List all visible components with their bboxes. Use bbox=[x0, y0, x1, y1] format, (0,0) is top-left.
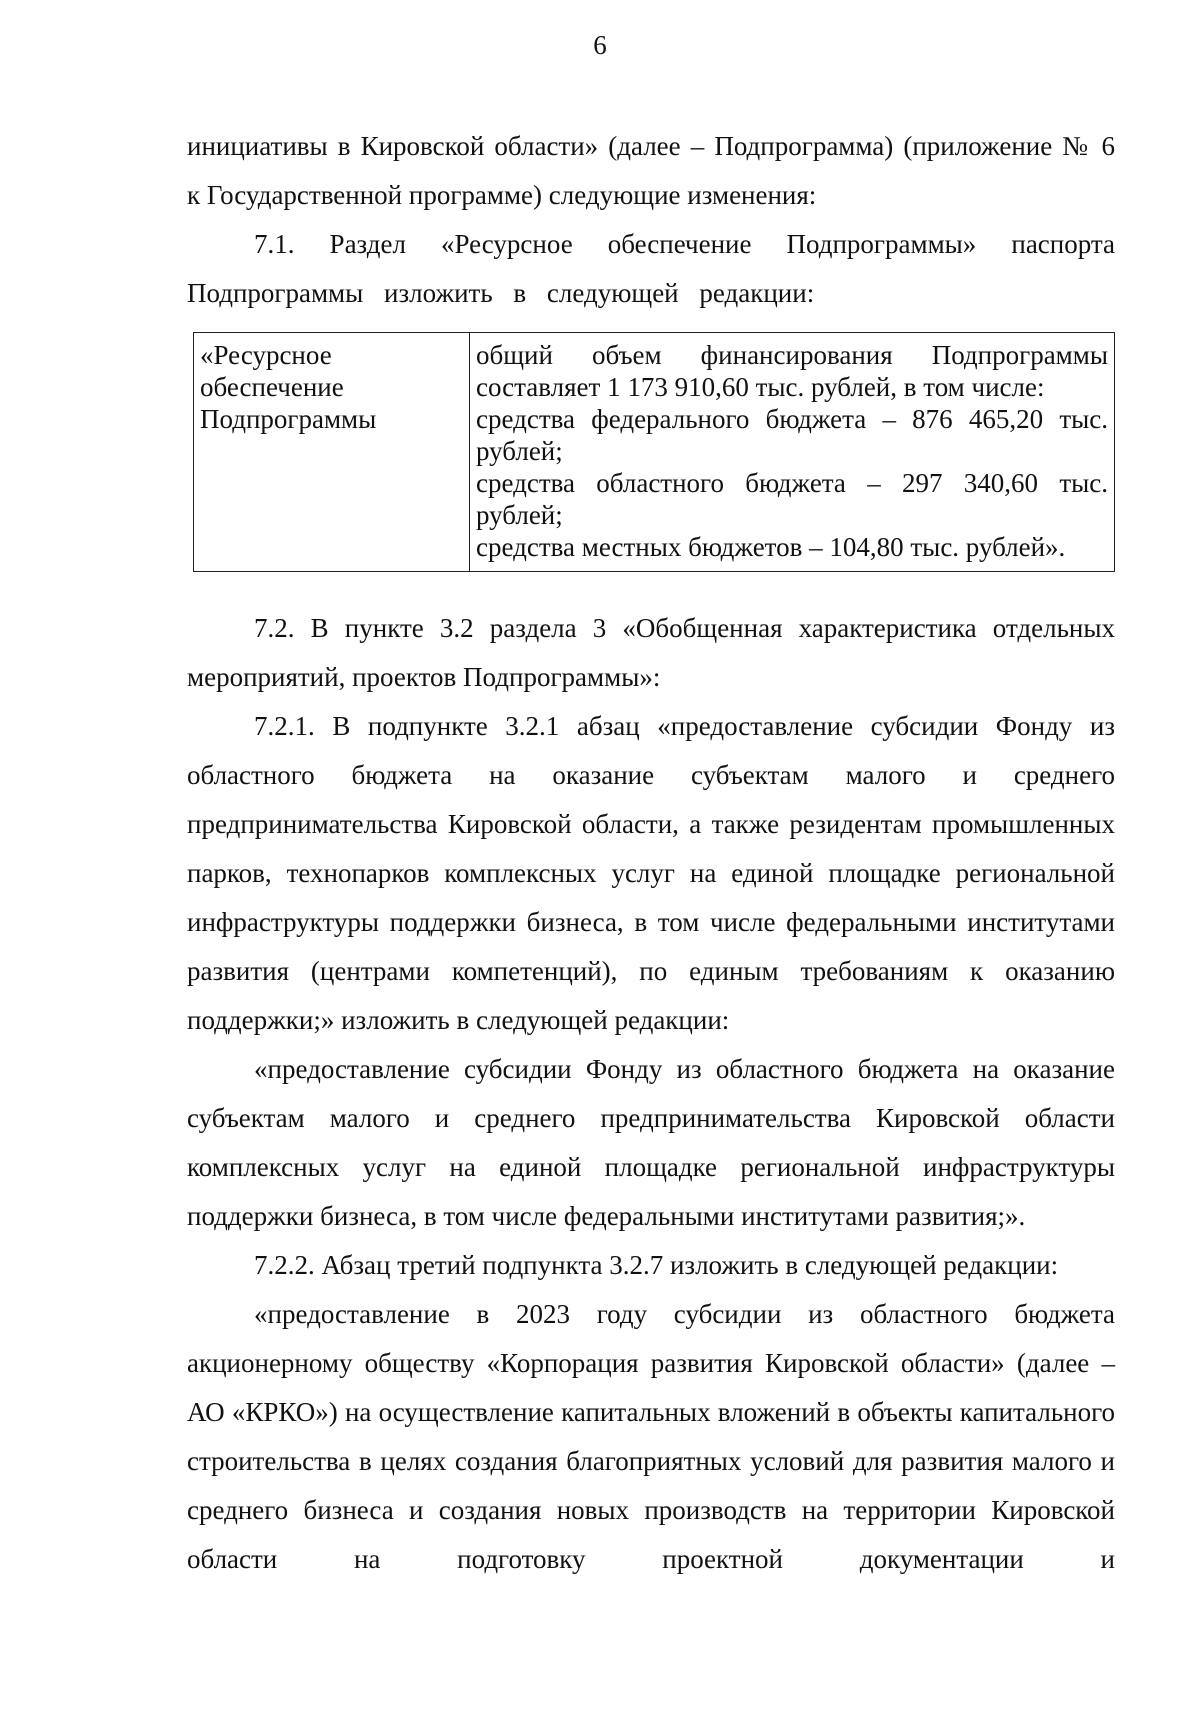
resource-label-line: Подпрограммы bbox=[200, 404, 377, 434]
resource-value-line: средства областного бюджета – 297 340,60 тыс. bbox=[476, 468, 1108, 498]
resource-value-line: общий объем финансирования Подпрограммы bbox=[476, 340, 1108, 370]
table-row bbox=[194, 333, 1115, 572]
resource-value-line: средства федерального бюджета – 876 465,20 тыс. bbox=[476, 404, 1108, 434]
resource-value-cell bbox=[470, 333, 1115, 572]
resource-value-line: средства местных бюджетов – 104,80 тыс. рублей». bbox=[476, 532, 1066, 562]
item-7-1: 7.1. Раздел «Ресурсное обеспечение Подпрограммы» паспорта Подпрограммы изложить в следующей редакции: bbox=[187, 229, 1115, 308]
resource-value-line: рублей; bbox=[476, 436, 563, 466]
resource-label-cell bbox=[194, 333, 470, 572]
quote-7-2-2: «предоставление в 2023 году субсидии из областного бюджета акционерному обществу «Корпорация развития Кировской области» (далее – АО «КРКО») на осуществление капитальных вложений в объекты капитального строительства в целях создания благоприятных условий для развития малого и среднего бизнеса и создания новых производств на территории Кировской области на подготовку проектной документации и bbox=[187, 1299, 1115, 1574]
intro-line-2: к Государственной программе) следующие изменения: bbox=[187, 180, 817, 210]
intro-block bbox=[187, 122, 1115, 318]
intro-line-1: инициативы в Кировской области» (далее – Подпрограмма) (приложение № 6 bbox=[187, 131, 1115, 161]
resource-label-line: «Ресурсное bbox=[200, 340, 332, 370]
item-7-2-1: 7.2.1. В подпункте 3.2.1 абзац «предоставление субсидии Фонду из областного бюджета на оказание субъектам малого и среднего предпринимательства Кировской области, а также резидентам промышленных парков, технопарков комплексных услуг на единой площадке региональной инфраструктуры поддержки бизнеса, в том числе федеральными институтами развития (центрами компетенций), по единым требованиям к оказанию поддержки;» изложить в следующей редакции: bbox=[187, 711, 1115, 1035]
resource-value-line: рублей; bbox=[476, 500, 563, 530]
resource-table bbox=[193, 332, 1115, 572]
item-7-2: 7.2. В пункте 3.2 раздела 3 «Обобщенная характеристика отдельных мероприятий, проектов Подпрограммы»: bbox=[187, 613, 1115, 692]
resource-value-line: составляет 1 173 910,60 тыс. рублей, в том числе: bbox=[476, 372, 1045, 402]
item-7-2-2: 7.2.2. Абзац третий подпункта 3.2.7 изложить в следующей редакции: bbox=[254, 1250, 1059, 1280]
resource-label-line: обеспечение bbox=[200, 372, 344, 402]
quote-7-2-1: «предоставление субсидии Фонду из областного бюджета на оказание субъектам малого и среднего предпринимательства Кировской области комплексных услуг на единой площадке региональной инфраструктуры поддержки бизнеса, в том числе федеральными институтами развития;». bbox=[187, 1054, 1115, 1231]
body-block bbox=[187, 604, 1115, 1584]
page-number: 6 bbox=[593, 30, 607, 60]
